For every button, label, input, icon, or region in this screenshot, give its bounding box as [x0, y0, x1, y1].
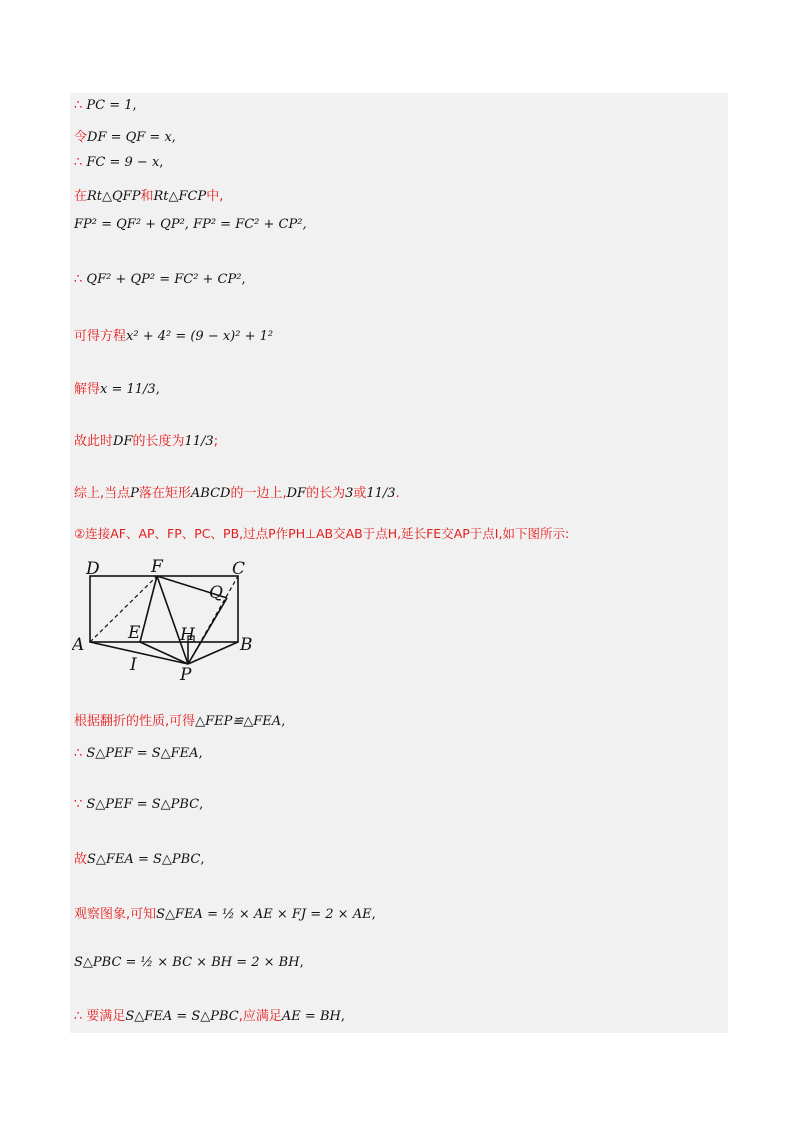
- formula: S△FEA = S△PBC: [125, 1009, 239, 1024]
- label-q: Q: [209, 583, 223, 603]
- line-16: [74, 903, 376, 922]
- label-p: P: [180, 665, 192, 682]
- text: 综上,当点: [74, 486, 131, 501]
- line-15: [74, 848, 205, 867]
- line-14: [74, 797, 203, 812]
- therefore-mark: ∴: [74, 155, 87, 170]
- formula: S△FEA = ½ × AE × FJ = 2 × AE: [156, 907, 372, 922]
- punct: ,: [198, 746, 203, 761]
- text: ;: [213, 434, 219, 449]
- line-10: [74, 482, 400, 501]
- segment-af: [90, 576, 157, 642]
- line-4: [74, 185, 223, 204]
- therefore-mark: ∴: [74, 272, 87, 287]
- label-d: D: [86, 559, 100, 579]
- formula: ABCD: [190, 486, 231, 501]
- text: 可得方程: [74, 329, 127, 344]
- text: 令: [74, 130, 88, 145]
- text: 和: [140, 189, 154, 204]
- formula: 11/3: [184, 434, 214, 449]
- formula: P: [130, 486, 139, 501]
- formula: DF: [113, 434, 133, 449]
- text: 故此时: [74, 434, 114, 449]
- punct: ,: [171, 130, 176, 145]
- formula: Rt△QFP: [87, 189, 141, 204]
- text: .: [395, 486, 400, 501]
- segment-ap: [90, 642, 188, 664]
- label-e: E: [128, 623, 141, 643]
- formula: 11/3: [366, 486, 396, 501]
- label-b: B: [240, 635, 253, 655]
- text: 的长为: [306, 486, 346, 501]
- punct: ,: [299, 955, 304, 970]
- formula: PC = 1: [86, 98, 133, 113]
- formula: x² + 4² = (9 − x)² + 1²: [126, 329, 274, 344]
- formula: S△PEF = S△PBC: [86, 797, 200, 812]
- punct: ,: [132, 98, 137, 113]
- text: 的一边上,: [230, 486, 287, 501]
- punct: ,: [241, 272, 246, 287]
- line-3: [74, 155, 163, 170]
- because-mark: ∵: [74, 797, 87, 812]
- text: 中,: [206, 189, 224, 204]
- line-11: [74, 524, 569, 542]
- line-13: [74, 746, 203, 761]
- therefore-mark: ∴: [74, 98, 87, 113]
- formula: 3: [345, 486, 354, 501]
- punct: ,: [340, 1009, 345, 1024]
- punct: ,: [155, 382, 160, 397]
- segment-fp: [157, 576, 188, 664]
- formula: S△FEA = S△PBC: [87, 852, 201, 867]
- segment-pb: [188, 642, 238, 664]
- text: 观察图象,可知: [74, 907, 157, 922]
- line-7: [74, 325, 273, 344]
- therefore-mark: ∴: [74, 746, 87, 761]
- line-12: [74, 710, 285, 729]
- line-8: [74, 378, 160, 397]
- formula: QF² + QP² = FC² + CP²: [86, 272, 242, 287]
- label-a: A: [72, 635, 85, 655]
- formula: S△PEF = S△FEA: [86, 746, 199, 761]
- text: 故: [74, 852, 88, 867]
- line-17: [74, 955, 304, 970]
- punct: ,: [199, 797, 204, 812]
- label-h: H: [180, 625, 195, 645]
- text: 在: [74, 189, 88, 204]
- line-9: [74, 430, 218, 449]
- geometry-figure: [72, 552, 262, 682]
- punct: ,: [159, 155, 164, 170]
- line-6: [74, 272, 246, 287]
- segment-fe: [140, 576, 157, 642]
- label-c: C: [232, 559, 246, 579]
- line-5: [74, 217, 307, 232]
- label-f: F: [151, 557, 163, 577]
- formula: DF: [286, 486, 307, 501]
- formula: S△PBC = ½ × BC × BH = 2 × BH: [74, 955, 300, 970]
- punct: ,: [200, 852, 205, 867]
- text: ,应满足: [238, 1009, 282, 1024]
- line-18: [74, 1005, 345, 1024]
- text: 根据翻折的性质,可得: [74, 714, 196, 729]
- formula: Rt△FCP: [153, 189, 207, 204]
- text: ②连接AF、AP、FP、PC、PB,过点P作PH⊥AB交AB于点H,延长FE交AP于点I,如下图所示:: [74, 526, 570, 541]
- text: 的长度为: [132, 434, 185, 449]
- line-1: [74, 98, 137, 113]
- formula: DF = QF = x: [87, 130, 172, 145]
- label-i: I: [130, 655, 137, 675]
- punct: ,: [281, 714, 286, 729]
- formula: AE = BH: [281, 1009, 341, 1024]
- text: 解得: [74, 382, 101, 397]
- formula: FC = 9 − x: [86, 155, 160, 170]
- text: 或: [353, 486, 367, 501]
- formula: x = 11/3: [100, 382, 156, 397]
- formula: △FEP≌△FEA: [195, 714, 282, 729]
- formula: FP² = QF² + QP², FP² = FC² + CP²,: [74, 217, 307, 232]
- punct: ,: [371, 907, 376, 922]
- text: 落在矩形: [138, 486, 191, 501]
- text: ∴ 要满足: [74, 1009, 126, 1024]
- line-2: [74, 126, 176, 145]
